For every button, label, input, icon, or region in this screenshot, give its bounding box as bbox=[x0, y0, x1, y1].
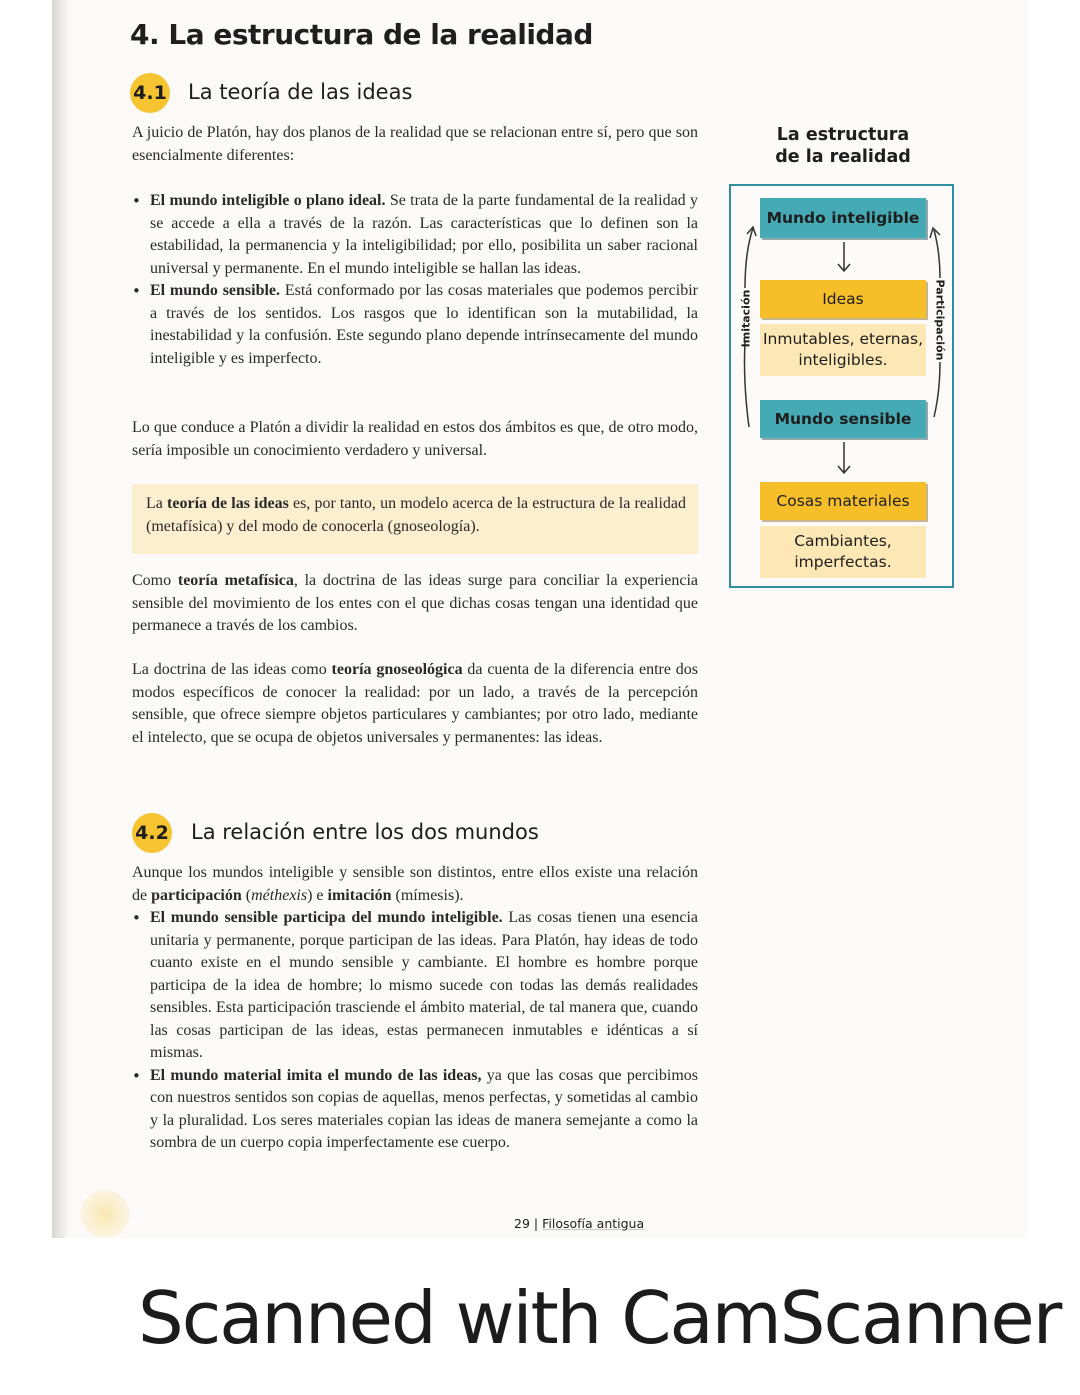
ideas-description: Inmutables, eternas, inteligibles. bbox=[760, 324, 926, 376]
diagram-title: La estructura de la realidad bbox=[775, 125, 911, 167]
list-item: • El mundo sensible. Está conformado por las cosas materiales que podemos percibir a través de los sentidos. Los rasgos que lo identifican son la mutabilidad, la inestabilidad y la confusión. Este segundo plano depende intrínsecamente del mundo inteligible y es imperfecto. bbox=[132, 280, 698, 370]
scan-stain bbox=[80, 1190, 130, 1238]
page-edge-shadow bbox=[52, 0, 70, 1238]
participation-label: Participación bbox=[933, 279, 947, 361]
down-arrow-icon bbox=[835, 440, 853, 476]
section-number-badge: 4.2 bbox=[132, 813, 172, 853]
section-title: La relación entre los dos mundos bbox=[191, 820, 539, 844]
division-paragraph: Lo que conduce a Platón a dividir la realidad en estos dos ámbitos es que, de otro modo, sería imposible un conocimiento verdadero y universal. bbox=[132, 419, 698, 459]
gnoseology-paragraph: La doctrina de las ideas como teoría gnoseológica da cuenta de la diferencia entre dos modos específicos de conocer la realidad: por un lado, a través de la percepción sensible, que ofrece siempre objetos particulares y cambiantes; por otro lado, mediante el intelecto, que se ocupa de objetos universales y permanentes: las ideas. bbox=[132, 661, 699, 746]
worlds-list bbox=[132, 190, 698, 370]
relation-section-text bbox=[132, 862, 698, 1155]
ideas-box: Ideas bbox=[760, 280, 926, 318]
camscanner-watermark: Scanned with CamScanner bbox=[138, 1276, 1061, 1360]
intro-paragraph: A juicio de Platón, hay dos planos de la realidad que se relacionan entre sí, pero que son esencialmente diferentes: bbox=[132, 124, 698, 164]
down-arrow-icon bbox=[835, 240, 853, 274]
chapter-heading: 4. La estructura de la realidad bbox=[130, 18, 593, 51]
intelligible-world-box: Mundo inteligible bbox=[760, 198, 926, 238]
page-number: 29 bbox=[514, 1216, 530, 1231]
list-item: • El mundo inteligible o plano ideal. Se trata de la parte fundamental de la realidad y se accede a ella a través de la razón. Las características que lo definen son la estabilidad, la permanencia y la inteligibilidad; por ello, posibilita un saber racional universal y permanente. En el mundo inteligible se hallan las ideas. bbox=[132, 190, 698, 280]
relation-paragraph: Aunque los mundos inteligible y sensible son distintos, entre ellos existe una relación de participación (méthexis) e imitación (mímesis). bbox=[132, 864, 698, 904]
material-things-box: Cosas materiales bbox=[760, 482, 926, 520]
key-concept-text: La teoría de las ideas es, por tanto, un modelo acerca de la estructura de la realidad (metafísica) y del modo de conocerla (gnoseología). bbox=[146, 495, 687, 535]
list-item: • El mundo sensible participa del mundo inteligible. Las cosas tienen una esencia unitaria y permanente, porque participan de las ideas. Para Platón, hay ideas de todo cuanto existe en el mundo sensible y cambiante. El hombre es hombre porque participa de la idea de hombre; lo mismo sucede con todas las demás realidades sensibles. Esta participación trasciende el ámbito material, de tal manera que, cuando las cosas participan de las ideas, estas permanecen inmutables e idénticas a sí mismas. bbox=[132, 907, 698, 1065]
section-number-badge: 4.1 bbox=[130, 73, 170, 113]
book-section: Filosofía antigua bbox=[542, 1216, 645, 1231]
metaphysics-paragraph: Como teoría metafísica, la doctrina de las ideas surge para conciliar la experiencia sensible del movimiento de los entes con el que dichas cosas tengan una identidad que permanece a través de los cambios. bbox=[132, 572, 699, 634]
section-title: La teoría de las ideas bbox=[188, 80, 413, 104]
imitation-label: Imitación bbox=[739, 289, 753, 348]
material-things-description: Cambiantes, imperfectas. bbox=[760, 526, 926, 578]
key-concept-box bbox=[132, 484, 698, 554]
page-footer: 29 | Filosofía antigua bbox=[514, 1216, 645, 1231]
sensible-world-box: Mundo sensible bbox=[760, 400, 926, 438]
list-item: • El mundo material imita el mundo de las ideas, ya que las cosas que percibimos con nuestros sentidos son copias de aquellas, menos perfectas, y sometidas al cambio y la pluralidad. Los seres materiales copian las ideas de manera semejante a como la sombra de un cuerpo copia imperfectamente ese cuerpo. bbox=[132, 1065, 698, 1155]
